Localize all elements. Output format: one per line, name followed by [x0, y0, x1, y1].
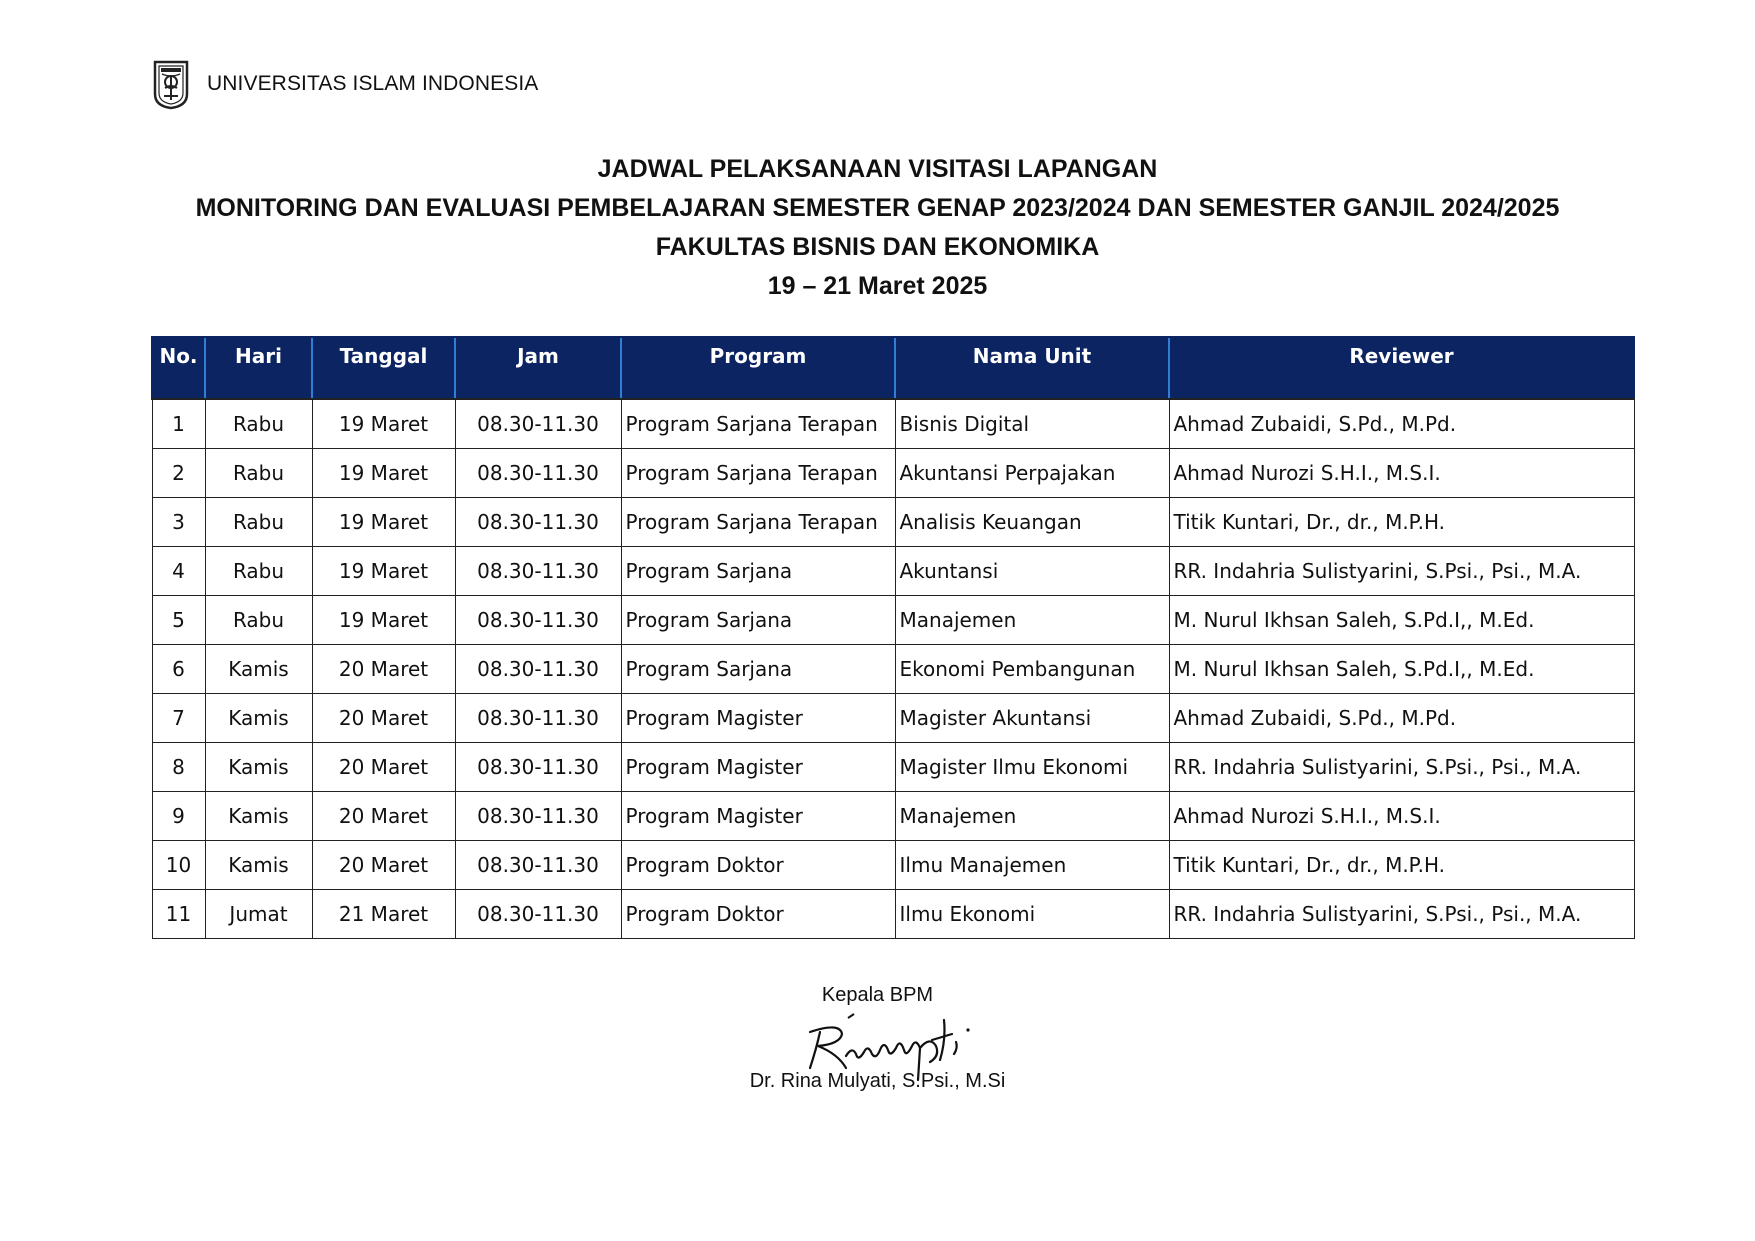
title-line-4: 19 – 21 Maret 2025 [767, 272, 988, 300]
cell-jam: 08.30-11.30 [455, 547, 621, 596]
cell-program: Program Doktor [621, 890, 895, 939]
cell-tanggal: 20 Maret [312, 743, 455, 792]
university-crest-icon [151, 58, 191, 110]
title-line-2: MONITORING DAN EVALUASI PEMBELAJARAN SEMESTER GENAP 2023/2024 DAN SEMESTER GANJIL 2024/2025 [195, 194, 1560, 222]
cell-reviewer: RR. Indahria Sulistyarini, S.Psi., Psi., M.A. [1169, 547, 1634, 596]
cell-reviewer: Titik Kuntari, Dr., dr., M.P.H. [1169, 498, 1634, 547]
table-row [152, 449, 1634, 498]
cell-nama-unit: Magister Ilmu Ekonomi [895, 743, 1169, 792]
cell-program: Program Magister [621, 743, 895, 792]
cell-jam: 08.30-11.30 [455, 743, 621, 792]
cell-no: 11 [152, 890, 205, 939]
table-row [152, 841, 1634, 890]
cell-jam: 08.30-11.30 [455, 596, 621, 645]
cell-hari: Kamis [205, 792, 312, 841]
cell-nama-unit: Analisis Keuangan [895, 498, 1169, 547]
cell-reviewer: RR. Indahria Sulistyarini, S.Psi., Psi., M.A. [1169, 890, 1634, 939]
cell-reviewer: Ahmad Nurozi S.H.I., M.S.I. [1169, 792, 1634, 841]
cell-tanggal: 19 Maret [312, 449, 455, 498]
cell-tanggal: 19 Maret [312, 547, 455, 596]
cell-nama-unit: Ilmu Manajemen [895, 841, 1169, 890]
header-nama-unit: Nama Unit [895, 337, 1169, 399]
cell-nama-unit: Ekonomi Pembangunan [895, 645, 1169, 694]
table-row [152, 498, 1634, 547]
table-row [152, 890, 1634, 939]
cell-no: 9 [152, 792, 205, 841]
header-jam: Jam [455, 337, 621, 399]
cell-hari: Kamis [205, 841, 312, 890]
cell-no: 10 [152, 841, 205, 890]
cell-reviewer: Ahmad Zubaidi, S.Pd., M.Pd. [1169, 694, 1634, 743]
table-row [152, 792, 1634, 841]
table-row [152, 743, 1634, 792]
cell-no: 3 [152, 498, 205, 547]
cell-reviewer: M. Nurul Ikhsan Saleh, S.Pd.I,, M.Ed. [1169, 596, 1634, 645]
header-hari: Hari [205, 337, 312, 399]
cell-no: 8 [152, 743, 205, 792]
table-row [152, 596, 1634, 645]
cell-nama-unit: Magister Akuntansi [895, 694, 1169, 743]
cell-tanggal: 21 Maret [312, 890, 455, 939]
letterhead [151, 58, 538, 110]
cell-hari: Kamis [205, 645, 312, 694]
cell-program: Program Sarjana [621, 596, 895, 645]
cell-nama-unit: Akuntansi [895, 547, 1169, 596]
cell-hari: Rabu [205, 498, 312, 547]
cell-hari: Kamis [205, 743, 312, 792]
cell-program: Program Sarjana Terapan [621, 399, 895, 449]
cell-tanggal: 19 Maret [312, 596, 455, 645]
cell-jam: 08.30-11.30 [455, 792, 621, 841]
cell-no: 2 [152, 449, 205, 498]
cell-no: 7 [152, 694, 205, 743]
cell-hari: Kamis [205, 694, 312, 743]
cell-program: Program Magister [621, 792, 895, 841]
cell-nama-unit: Ilmu Ekonomi [895, 890, 1169, 939]
cell-hari: Rabu [205, 547, 312, 596]
cell-no: 1 [152, 399, 205, 449]
cell-no: 4 [152, 547, 205, 596]
cell-tanggal: 20 Maret [312, 792, 455, 841]
cell-jam: 08.30-11.30 [455, 645, 621, 694]
cell-reviewer: Ahmad Nurozi S.H.I., M.S.I. [1169, 449, 1634, 498]
cell-reviewer: M. Nurul Ikhsan Saleh, S.Pd.I,, M.Ed. [1169, 645, 1634, 694]
header-tanggal: Tanggal [312, 337, 455, 399]
cell-hari: Jumat [205, 890, 312, 939]
header-reviewer: Reviewer [1169, 337, 1634, 399]
cell-tanggal: 20 Maret [312, 694, 455, 743]
cell-jam: 08.30-11.30 [455, 449, 621, 498]
table-header-row [152, 337, 1634, 399]
cell-jam: 08.30-11.30 [455, 498, 621, 547]
cell-program: Program Sarjana [621, 547, 895, 596]
cell-nama-unit: Manajemen [895, 792, 1169, 841]
cell-hari: Rabu [205, 449, 312, 498]
signature-title: Kepala BPM [821, 984, 934, 1006]
cell-tanggal: 19 Maret [312, 498, 455, 547]
cell-program: Program Sarjana Terapan [621, 498, 895, 547]
cell-reviewer: Titik Kuntari, Dr., dr., M.P.H. [1169, 841, 1634, 890]
table-row [152, 547, 1634, 596]
cell-program: Program Doktor [621, 841, 895, 890]
cell-nama-unit: Bisnis Digital [895, 399, 1169, 449]
institution-name: UNIVERSITAS ISLAM INDONESIA [207, 72, 539, 95]
table-row [152, 399, 1634, 449]
table-row [152, 645, 1634, 694]
cell-jam: 08.30-11.30 [455, 841, 621, 890]
title-line-1: JADWAL PELAKSANAAN VISITASI LAPANGAN [597, 155, 1158, 183]
cell-hari: Rabu [205, 399, 312, 449]
schedule-table [151, 336, 1635, 939]
table-row [152, 694, 1634, 743]
title-line-3: FAKULTAS BISNIS DAN EKONOMIKA [655, 233, 1100, 261]
cell-reviewer: Ahmad Zubaidi, S.Pd., M.Pd. [1169, 399, 1634, 449]
cell-hari: Rabu [205, 596, 312, 645]
cell-tanggal: 19 Maret [312, 399, 455, 449]
cell-tanggal: 20 Maret [312, 841, 455, 890]
document-title [0, 150, 1755, 306]
cell-program: Program Magister [621, 694, 895, 743]
cell-no: 6 [152, 645, 205, 694]
cell-jam: 08.30-11.30 [455, 694, 621, 743]
cell-reviewer: RR. Indahria Sulistyarini, S.Psi., Psi., M.A. [1169, 743, 1634, 792]
cell-nama-unit: Manajemen [895, 596, 1169, 645]
cell-program: Program Sarjana [621, 645, 895, 694]
cell-jam: 08.30-11.30 [455, 399, 621, 449]
header-program: Program [621, 337, 895, 399]
table-body [152, 399, 1634, 939]
cell-no: 5 [152, 596, 205, 645]
cell-tanggal: 20 Maret [312, 645, 455, 694]
cell-nama-unit: Akuntansi Perpajakan [895, 449, 1169, 498]
cell-program: Program Sarjana Terapan [621, 449, 895, 498]
header-no: No. [152, 337, 205, 399]
cell-jam: 08.30-11.30 [455, 890, 621, 939]
signatory-name: Dr. Rina Mulyati, S.Psi., M.Si [749, 1070, 1006, 1092]
